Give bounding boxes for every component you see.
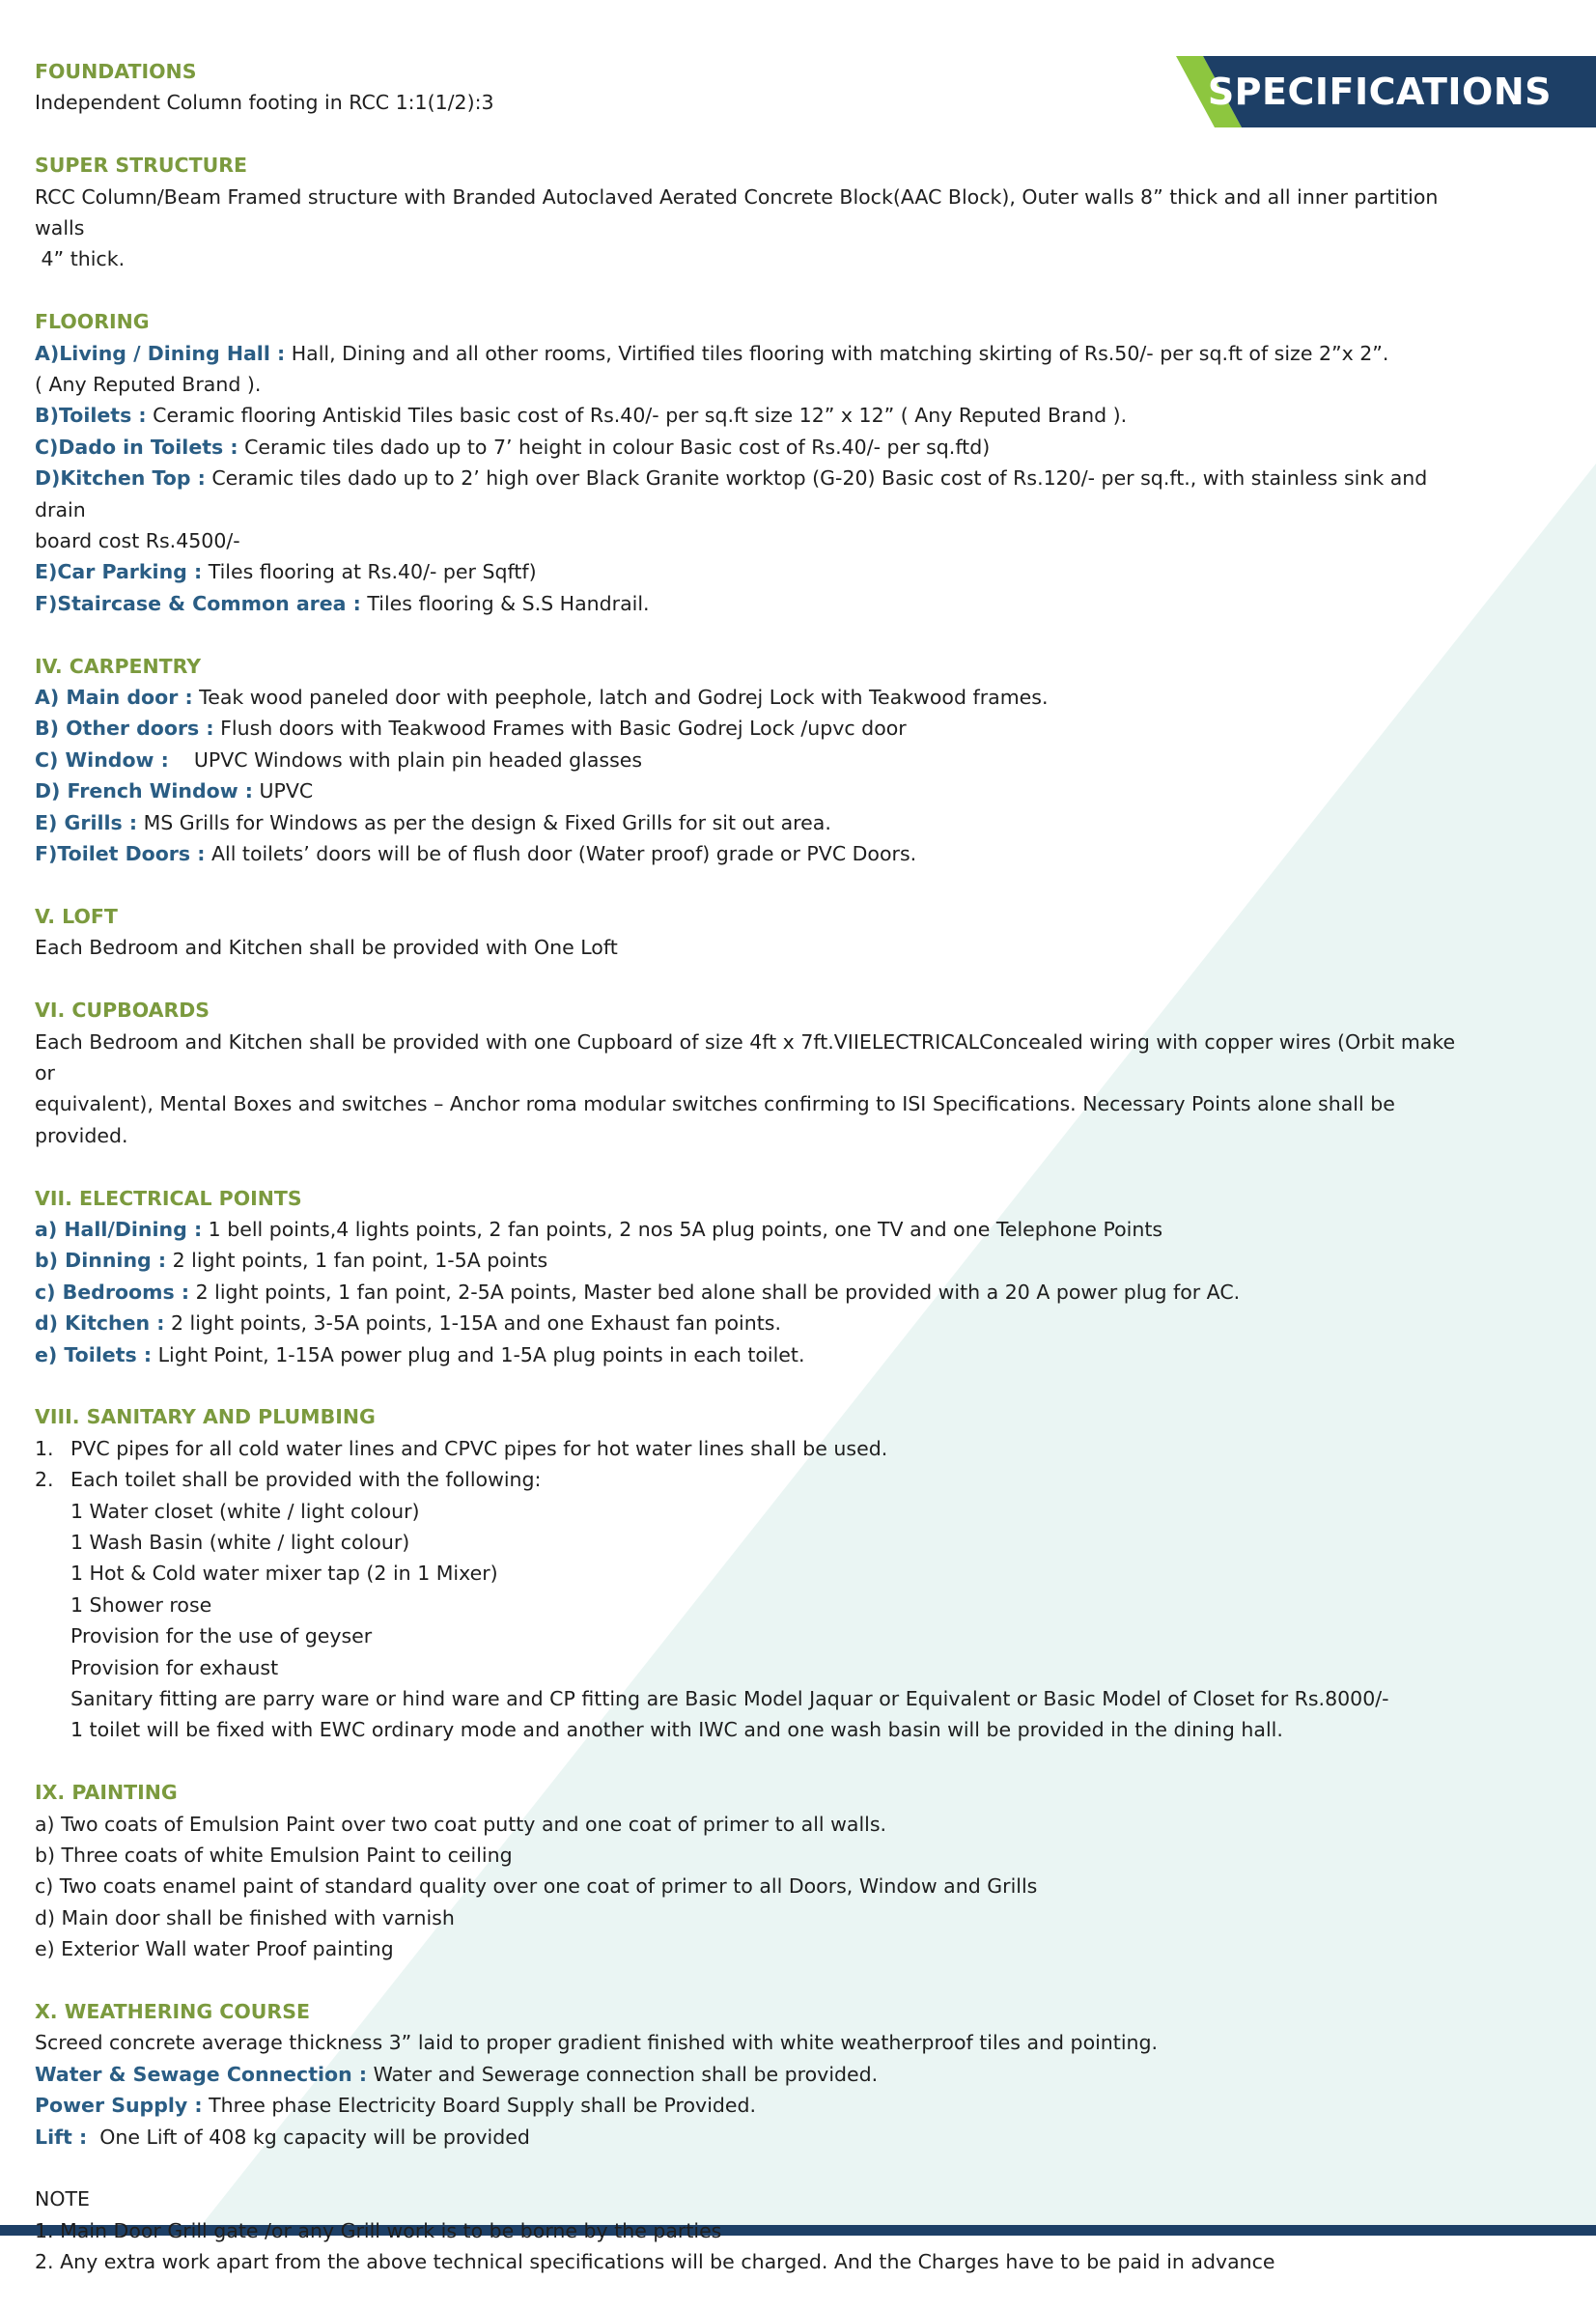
list-item <box>35 1214 1464 1245</box>
section-heading: IX. PAINTING <box>35 1781 178 1805</box>
sub-item: 1 Wash Basin (white / light colour) <box>70 1530 410 1554</box>
list-item <box>35 1433 1464 1464</box>
section-heading: X. WEATHERING COURSE <box>35 2000 310 2024</box>
list-item <box>35 556 1464 587</box>
list-item <box>35 1464 1464 1495</box>
sub-item: Sanitary fitting are parry ware or hind ware and CP fitting are Basic Model Jaquar or Equivalent or Basic Model of Closet for Rs.8000/- <box>70 1687 1389 1711</box>
item-text: 1 bell points,4 lights points, 2 fan points, 2 nos 5A plug points, one TV and one Telephone Points <box>202 1217 1163 1241</box>
section-text: equivalent), Mental Boxes and switches – Anchor roma modular switches confirming to ISI Specifications. Necessary Points alone shall be provided. <box>35 1092 1395 1147</box>
item-label: F)Toilet Doors : <box>35 842 206 866</box>
item-label: d) Kitchen : <box>35 1311 165 1336</box>
item-text: board cost Rs.4500/- <box>35 529 240 553</box>
list-item <box>35 588 1464 619</box>
banner-title: SPECIFICATIONS <box>1207 70 1552 113</box>
list-item <box>35 2090 1464 2121</box>
item-label: B) Other doors : <box>35 717 214 741</box>
list-item <box>35 838 1464 869</box>
item-text: Light Point, 1-15A power plug and 1-5A plug points in each toilet. <box>152 1342 805 1366</box>
item-label: B)Toilets : <box>35 404 147 428</box>
item-label: D)Kitchen Top : <box>35 466 206 491</box>
item-text: Tiles flooring at Rs.40/- per Sqftf) <box>202 560 537 584</box>
section-cupboards <box>35 995 1464 1151</box>
item-text: 2 light points, 3-5A points, 1-15A and one Exhaust fan points. <box>164 1311 781 1336</box>
list-item <box>35 1245 1464 1276</box>
list-item <box>35 1277 1464 1308</box>
item-text: All toilets’ doors will be of flush door (Water proof) grade or PVC Doors. <box>205 842 917 866</box>
section-text: Each Bedroom and Kitchen shall be provided with one Cupboard of size 4ft x 7ft.VIIELECTRICALConcealed wiring with copper wires (Orbit make or <box>35 1029 1456 1084</box>
list-item <box>35 369 1464 400</box>
item-text: Ceramic tiles dado up to 2’ high over Black Granite worktop (G-20) Basic cost of Rs.120/- per sq.ft., with stainless sink and drain <box>35 466 1428 521</box>
item-text: PVC pipes for all cold water lines and CPVC pipes for hot water lines shall be used. <box>70 1436 888 1460</box>
section-super-structure <box>35 150 1464 275</box>
item-label: E) Grills : <box>35 810 138 834</box>
list-item <box>35 2122 1464 2153</box>
section-carpentry <box>35 651 1464 870</box>
list-item: 1. Main Door Grill gate /or any Grill work is to be borne by the parties <box>35 2218 722 2242</box>
section-heading: VIII. SANITARY AND PLUMBING <box>35 1405 376 1429</box>
list-item <box>35 400 1464 431</box>
list-item: c) Two coats enamel paint of standard quality over one coat of primer to all Doors, Window and Grills <box>35 1874 1038 1899</box>
item-text: Teak wood paneled door with peephole, latch and Godrej Lock with Teakwood frames. <box>192 686 1049 710</box>
item-text: 2 light points, 1 fan point, 1-5A points <box>166 1249 548 1273</box>
item-text: Ceramic flooring Antiskid Tiles basic cost of Rs.40/- per sq.ft size 12” x 12” ( Any Reputed Brand ). <box>146 404 1128 428</box>
item-text: UPVC Windows with plain pin headed glasses <box>168 747 643 772</box>
section-foundations <box>35 56 1464 119</box>
item-label: Power Supply : <box>35 2094 203 2118</box>
item-label: C) Window : <box>35 747 169 772</box>
section-heading: SUPER STRUCTURE <box>35 154 248 178</box>
list-item: e) Exterior Wall water Proof painting <box>35 1937 394 1961</box>
section-heading: V. LOFT <box>35 904 118 928</box>
section-weathering-course <box>35 1996 1464 2153</box>
list-item <box>35 463 1464 525</box>
list-item <box>35 807 1464 838</box>
section-text: Screed concrete average thickness 3” laid to proper gradient finished with white weatherproof tiles and pointing. <box>35 2031 1159 2055</box>
item-text: 2 light points, 1 fan point, 2-5A points, Master bed alone shall be provided with a 20 A power plug for AC. <box>189 1280 1241 1304</box>
sub-item: Provision for the use of geyser <box>70 1624 373 1648</box>
item-text: Each toilet shall be provided with the following: <box>70 1468 542 1492</box>
item-label: A) Main door : <box>35 686 193 710</box>
section-heading: VI. CUPBOARDS <box>35 999 210 1023</box>
section-text: 4” thick. <box>35 247 126 271</box>
list-item <box>35 1339 1464 1370</box>
section-text: Each Bedroom and Kitchen shall be provided with One Loft <box>35 936 618 960</box>
sub-item: 1 Water closet (white / light colour) <box>70 1499 420 1523</box>
section-heading: NOTE <box>35 2187 90 2211</box>
item-text: Hall, Dining and all other rooms, Virtified tiles flooring with matching skirting of Rs.50/- per sq.ft of size 2”x 2”. <box>285 341 1389 365</box>
section-heading: FLOORING <box>35 310 150 334</box>
list-item: 2. Any extra work apart from the above technical specifications will be charged. And the Charges have to be paid in advance <box>35 2250 1275 2274</box>
section-painting <box>35 1777 1464 1964</box>
specifications-content <box>35 56 1464 2309</box>
list-item <box>35 745 1464 775</box>
item-text: One Lift of 408 kg capacity will be provided <box>87 2125 530 2149</box>
item-text: Water and Sewerage connection shall be provided. <box>367 2062 879 2086</box>
section-sanitary-plumbing <box>35 1401 1464 1745</box>
item-number: 1. <box>35 1436 54 1460</box>
item-label: E)Car Parking : <box>35 560 203 584</box>
item-text: Ceramic tiles dado up to 7’ height in colour Basic cost of Rs.40/- per sq.ftd) <box>238 435 991 459</box>
list-item <box>35 432 1464 463</box>
list-item: a) Two coats of Emulsion Paint over two coat putty and one coat of primer to all walls. <box>35 1812 887 1836</box>
section-heading: IV. CARPENTRY <box>35 654 202 678</box>
item-text: Flush doors with Teakwood Frames with Basic Godrej Lock /upvc door <box>213 717 907 741</box>
list-item <box>35 682 1464 713</box>
section-heading: VII. ELECTRICAL POINTS <box>35 1186 302 1210</box>
list-item <box>35 1308 1464 1338</box>
section-heading: FOUNDATIONS <box>35 60 197 83</box>
list-item: d) Main door shall be finished with varnish <box>35 1905 455 1929</box>
item-text: MS Grills for Windows as per the design & Fixed Grills for sit out area. <box>137 810 831 834</box>
item-text: Tiles flooring & S.S Handrail. <box>360 591 650 615</box>
item-label: D) French Window : <box>35 779 253 803</box>
section-note <box>35 2183 1464 2277</box>
item-text: UPVC <box>252 779 314 803</box>
list-item <box>35 775 1464 806</box>
item-text: ( Any Reputed Brand ). <box>35 373 262 397</box>
item-label: b) Dinning : <box>35 1249 167 1273</box>
item-label: F)Staircase & Common area : <box>35 591 361 615</box>
sub-item: 1 Hot & Cold water mixer tap (2 in 1 Mixer) <box>70 1562 498 1586</box>
list-item <box>35 338 1464 369</box>
section-flooring <box>35 306 1464 619</box>
section-text: Independent Column footing in RCC 1:1(1/2):3 <box>35 91 494 115</box>
item-label: Lift : <box>35 2125 88 2149</box>
section-loft <box>35 901 1464 964</box>
item-label: c) Bedrooms : <box>35 1280 190 1304</box>
sub-item: 1 toilet will be fixed with EWC ordinary mode and another with IWC and one wash basin will be provided in the dining hall. <box>70 1718 1283 1742</box>
item-text: Three phase Electricity Board Supply shall be Provided. <box>202 2094 757 2118</box>
section-electrical-points <box>35 1183 1464 1370</box>
item-label: A)Living / Dining Hall : <box>35 341 286 365</box>
list-item <box>35 713 1464 744</box>
sub-item: 1 Shower rose <box>70 1592 212 1617</box>
list-item <box>35 2059 1464 2090</box>
list-item <box>35 525 1464 556</box>
list-item: b) Three coats of white Emulsion Paint to ceiling <box>35 1844 513 1868</box>
sub-item: Provision for exhaust <box>70 1655 279 1679</box>
section-text: RCC Column/Beam Framed structure with Branded Autoclaved Aerated Concrete Block(AAC Block), Outer walls 8” thick and all inner partition walls <box>35 184 1439 240</box>
item-label: e) Toilets : <box>35 1342 153 1366</box>
item-label: Water & Sewage Connection : <box>35 2062 368 2086</box>
item-label: a) Hall/Dining : <box>35 1217 203 1241</box>
item-label: C)Dado in Toilets : <box>35 435 238 459</box>
item-number: 2. <box>35 1468 54 1492</box>
